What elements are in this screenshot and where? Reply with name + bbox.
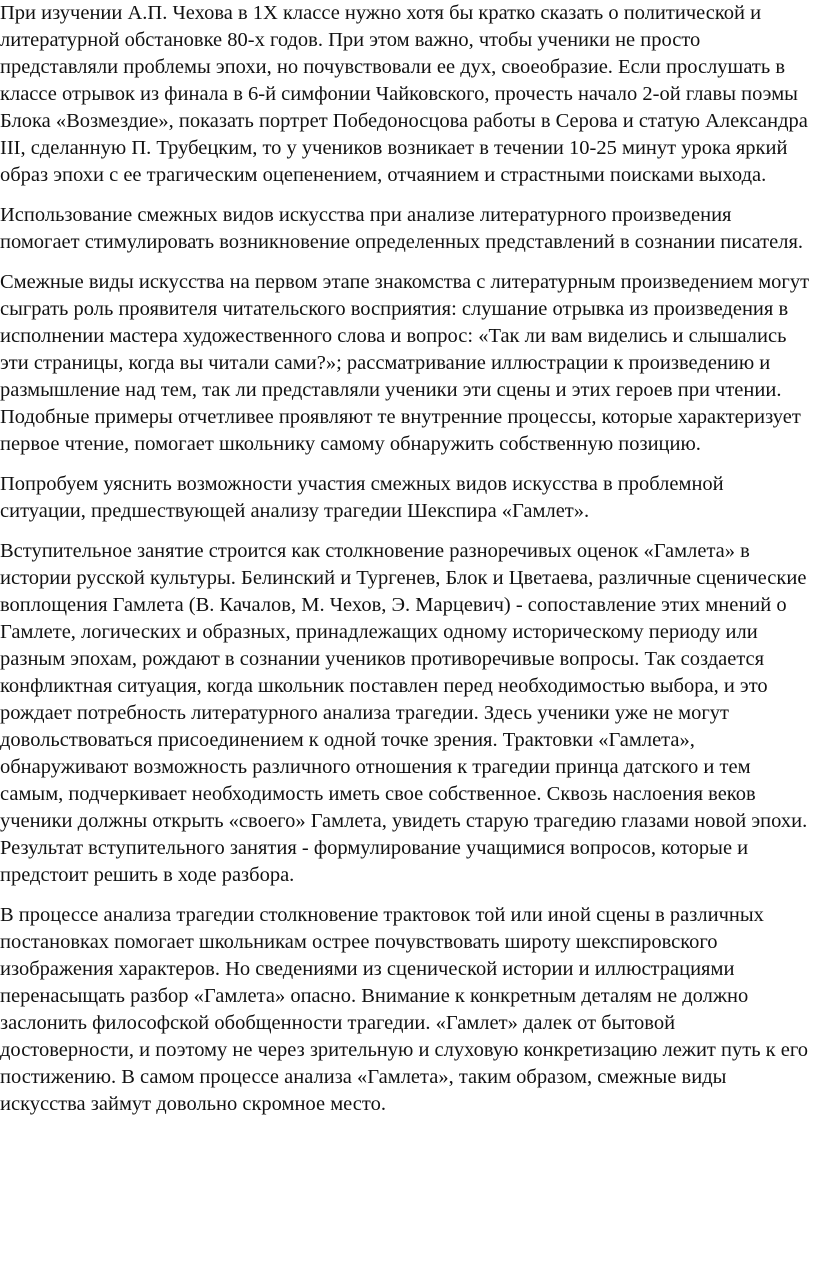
paragraph-introductory-lesson: Вступительное занятие строится как столкновение разноречивых оценок «Гамлета» в истории русской культуры. Белинский и Тургенев, Блок и Цветаева, различные сценические воплощения Гамлета (В. Качалов, М. Чехов, Э. Марцевич) - сопоставление этих мнений о Гамлете, логических и образных, принадлежащих одному историческому периоду или разным эпохам, рождают в сознании учеников противоречивые вопросы. Так создается конфликтная ситуация, когда школьник поставлен перед необходимостью выбора, и это рождает потребность литературного анализа трагедии. Здесь ученики уже не могут довольствоваться присоединением к одной точке зрения. Трактовки «Гамлета», обнаруживают возможность различного отношения к трагедии принца датского и тем самым, подчеркивает необходимость иметь свое собственное. Сквозь наслоения веков ученики должны открыть «своего» Гамлета, увидеть старую трагедию глазами новой эпохи. Результат вступительного занятия - формулирование учащимися вопросов, которые и предстоит решить в ходе разбора.	[0, 540, 808, 886]
paragraph-chekhov-intro: При изучении А.П. Чехова в 1Х классе нужно хотя бы кратко сказать о политической и литературной обстановке 80-х годов. При этом важно, чтобы ученики не просто представляли проблемы эпохи, но почувствовали ее дух, своеобразие. Если прослушать в классе отрывок из финала в 6-й симфонии Чайковского, прочесть начало 2-ой главы поэмы Блока «Возмездие», показать портрет Победоносцова работы в Серова и статую Александра III, сделанную П. Трубецким, то у учеников возникает в течении 10-25 минут урока яркий образ эпохи с ее трагическим оцепенением, отчаянием и страстными поисками выхода.	[0, 2, 808, 186]
paragraph-hamlet-problem-situation: Попробуем уяснить возможности участия смежных видов искусства в проблемной ситуации, предшествующей анализу трагедии Шекспира «Гамлет».	[0, 473, 724, 522]
paragraph-first-stage-perception: Смежные виды искусства на первом этапе знакомства с литературным произведением могут сыграть роль проявителя читательского восприятия: слушание отрывка из произведения в исполнении мастера художественного слова и вопрос: «Так ли вам виделись и слышались эти страницы, когда вы читали сами?»; рассматривание иллюстрации к произведению и размышление над тем, так ли представляли ученики эти сцены и этих героев при чтении. Подобные примеры отчетливее проявляют те внутренние процессы, которые характеризует первое чтение, помогает школьнику самому обнаружить собственную позицию.	[0, 271, 810, 455]
paragraph-related-arts-usage: Использование смежных видов искусства при анализе литературного произведения помогает стимулировать возникновение определенных представлений в сознании писателя.	[0, 204, 804, 253]
paragraph-tragedy-analysis: В процессе анализа трагедии столкновение трактовок той или иной сцены в различных постановках помогает школьникам острее почувствовать широту шекспировского изображения характеров. Но сведениями из сценической истории и иллюстрациями перенасыщать разбор «Гамлета» опасно. Внимание к конкретным деталям не должно заслонить философской обобщенности трагедии. «Гамлет» далек от бытовой достоверности, и поэтому не через зрительную и слуховую конкретизацию лежит путь к его постижению. В самом процессе анализа «Гамлета», таким образом, смежные виды искусства займут довольно скромное место.	[0, 904, 808, 1115]
